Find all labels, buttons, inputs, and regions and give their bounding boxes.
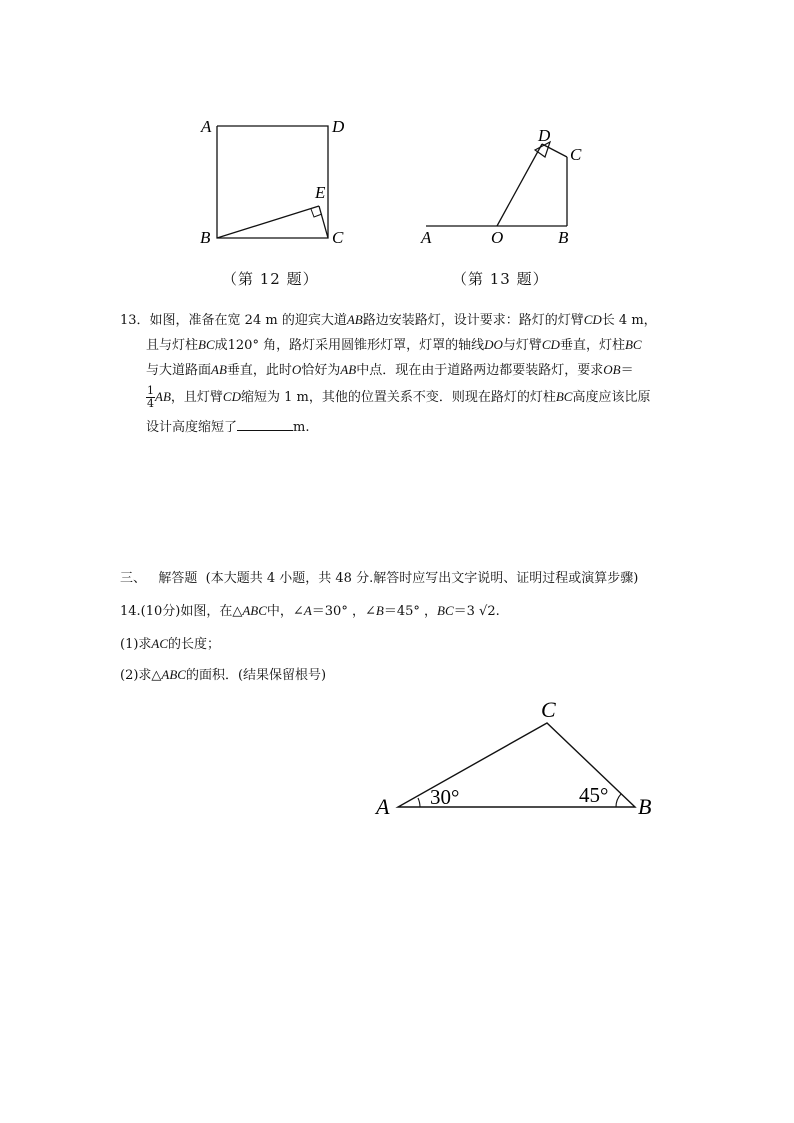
fig13-label-o: O bbox=[491, 228, 504, 247]
fig14-angle-b: 45° bbox=[579, 783, 609, 807]
lamp-axis-od bbox=[497, 144, 542, 226]
fig12-label-e: E bbox=[315, 183, 326, 202]
q13-line-2: 且与灯柱BC成120° 角，路灯采用圆锥形灯罩，灯罩的轴线DO与灯臂CD垂直，灯柱BC bbox=[146, 337, 642, 353]
fig13-label-d: D bbox=[538, 126, 551, 145]
q13-line-5: 设计高度缩短了 m. bbox=[146, 420, 310, 435]
figure-12 bbox=[190, 110, 360, 255]
fig14-label-b: B bbox=[638, 794, 652, 819]
answer-blank[interactable] bbox=[237, 418, 293, 431]
figure-14 bbox=[370, 695, 670, 825]
q13-line-3: 与大道路面AB垂直，此时O恰好为AB中点．现在由于道路两边都要装路灯，要求OB＝ bbox=[146, 362, 634, 378]
section-3-heading: 三、 解答题 (本大题共 4 小题，共 48 分.解答时应写出文字说明、证明过程或演算步骤) bbox=[120, 571, 639, 586]
q13-line-4: $\frac{1}{4}$ AB，且灯臂CD缩短为 1 m，其他的位置关系不变．则现在路灯的灯柱BC高度应该比原 bbox=[147, 384, 651, 410]
fig12-label-d: D bbox=[332, 117, 345, 136]
question-13 bbox=[120, 308, 680, 440]
fig13-label-c: C bbox=[570, 145, 582, 164]
fig13-caption: （第 13 题） bbox=[452, 270, 549, 288]
question-14 bbox=[120, 599, 680, 688]
angle-arc-b bbox=[616, 794, 621, 807]
segment-be bbox=[217, 206, 319, 238]
fig14-label-c: C bbox=[541, 697, 556, 722]
fig12-label-b: B bbox=[200, 228, 211, 247]
fig13-label-b: B bbox=[558, 228, 569, 247]
fraction-one-quarter: $\frac{1}{4}$ bbox=[147, 384, 154, 410]
angle-arc-a bbox=[418, 798, 420, 807]
figure-13 bbox=[412, 120, 592, 250]
segment-ec bbox=[319, 206, 328, 238]
fig13-label-a: A bbox=[421, 228, 432, 247]
fig14-angle-a: 30° bbox=[430, 785, 460, 809]
fig14-label-a: A bbox=[376, 794, 390, 819]
q13-line-1: 13．如图，准备在宽 24 m 的迎宾大道AB路边安装路灯，设计要求：路灯的灯臂CD长 4 m， bbox=[120, 312, 657, 328]
q14-part-2: (2)求△ABC的面积．(结果保留根号) bbox=[120, 667, 327, 683]
q14-part-1: (1)求AC的长度； bbox=[120, 636, 221, 652]
fig12-label-a: A bbox=[201, 117, 212, 136]
fig12-caption: （第 12 题） bbox=[222, 270, 319, 288]
q14-line-1: 14.(10分)如图，在△ABC中，∠A＝30° ，∠B＝45° ，BC＝3 √2. bbox=[120, 603, 500, 619]
fig12-label-c: C bbox=[332, 228, 344, 247]
